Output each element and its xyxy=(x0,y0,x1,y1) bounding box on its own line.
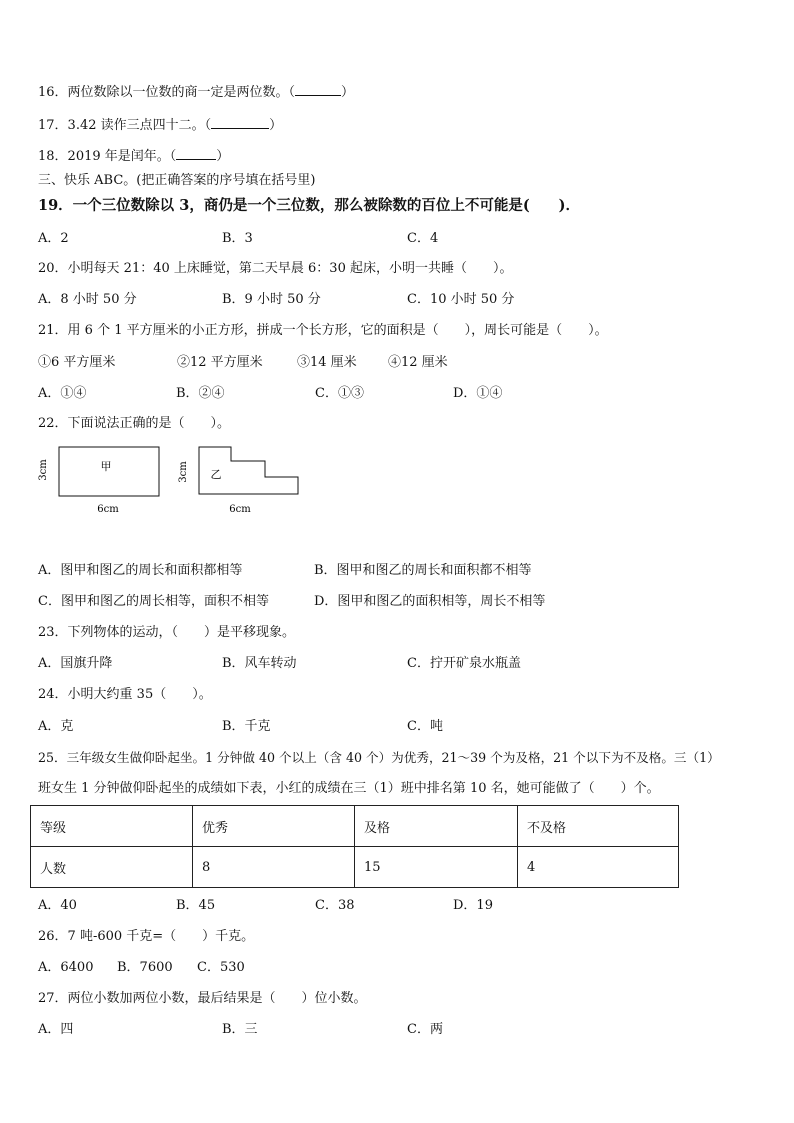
question-25-line-1: 25．三年级女生做仰卧起坐。1 分钟做 40 个以上（含 40 个）为优秀，21～39 个为及格，21 个以下为不及格。三（1） xyxy=(38,750,720,765)
shape-figure xyxy=(30,440,330,520)
choice-2: ②12 平方厘米 xyxy=(177,355,263,370)
figure-b-height-label: 3cm xyxy=(178,461,189,483)
answer-blank[interactable] xyxy=(295,83,341,96)
answer-blank[interactable] xyxy=(211,116,269,129)
question-17: 17．3.42 读作三点四十二。（ ） xyxy=(38,118,283,133)
option-a[interactable]: A．2 xyxy=(38,231,69,246)
option-b[interactable]: B．千克 xyxy=(222,719,271,734)
option-b[interactable]: B．45 xyxy=(176,898,216,913)
section-heading: 三、快乐 ABC。(把正确答案的序号填在括号里) xyxy=(38,173,316,188)
option-b[interactable]: B．三 xyxy=(222,1022,258,1037)
option-b[interactable]: B．风车转动 xyxy=(222,656,297,671)
question-21: 21．用 6 个 1 平方厘米的小正方形，拼成一个长方形，它的面积是（ ），周长可能是（ ）。 xyxy=(38,323,608,338)
option-a[interactable]: A．克 xyxy=(38,719,74,734)
question-18: 18．2019 年是闰年。（ ） xyxy=(38,149,230,164)
table-row xyxy=(31,847,679,888)
option-a[interactable]: A．四 xyxy=(38,1022,74,1037)
option-a[interactable]: A．①④ xyxy=(38,386,87,401)
question-26: 26．7 吨-600 千克=（ ）千克。 xyxy=(38,929,255,944)
table-header-cell: 及格 xyxy=(355,806,518,847)
option-d[interactable]: D．19 xyxy=(453,898,493,913)
question-25-line-2: 班女生 1 分钟做仰卧起坐的成绩如下表，小红的成绩在三（1）班中排名第 10 名，她可能做了（ ）个。 xyxy=(38,781,660,796)
option-d[interactable]: D．①④ xyxy=(453,386,503,401)
option-b[interactable]: B．图甲和图乙的周长和面积都不相等 xyxy=(314,563,532,578)
grades-table xyxy=(30,805,679,888)
choice-3: ③14 厘米 xyxy=(297,355,357,370)
option-c[interactable]: C．拧开矿泉水瓶盖 xyxy=(407,656,521,671)
option-c[interactable]: C．530 xyxy=(197,960,245,975)
table-cell: 人数 xyxy=(31,847,193,888)
option-c[interactable]: C．10 小时 50 分 xyxy=(407,292,515,307)
option-d[interactable]: D．图甲和图乙的面积相等，周长不相等 xyxy=(314,594,546,609)
option-a[interactable]: A．40 xyxy=(38,898,77,913)
question-19: 19．一个三位数除以 3，商仍是一个三位数，那么被除数的百位上不可能是( )． xyxy=(38,197,581,214)
option-c[interactable]: C．图甲和图乙的周长相等，面积不相等 xyxy=(38,594,269,609)
option-a[interactable]: A．国旗升降 xyxy=(38,656,113,671)
question-16: 16．两位数除以一位数的商一定是两位数。（ ） xyxy=(38,85,355,100)
table-header-cell: 等级 xyxy=(31,806,193,847)
table-cell: 8 xyxy=(193,847,355,888)
question-23: 23．下列物体的运动，（ ）是平移现象。 xyxy=(38,625,296,640)
question-27: 27．两位小数加两位小数，最后结果是（ ）位小数。 xyxy=(38,991,367,1006)
option-a[interactable]: A．8 小时 50 分 xyxy=(38,292,137,307)
figure-b-width-label: 6cm xyxy=(229,504,251,515)
figure-a-width-label: 6cm xyxy=(97,504,119,515)
option-c[interactable]: C．吨 xyxy=(407,719,443,734)
table-header-cell: 不及格 xyxy=(518,806,679,847)
figure-a-height-label: 3cm xyxy=(38,459,49,481)
table-header-cell: 优秀 xyxy=(193,806,355,847)
option-b[interactable]: B．3 xyxy=(222,231,253,246)
question-20: 20．小明每天 21：40 上床睡觉，第二天早晨 6：30 起床，小明一共睡（ ）。 xyxy=(38,261,513,276)
table-cell: 15 xyxy=(355,847,518,888)
option-a[interactable]: A．图甲和图乙的周长和面积都相等 xyxy=(38,563,243,578)
question-24: 24．小明大约重 35（ ）。 xyxy=(38,687,212,702)
option-a[interactable]: A．6400 xyxy=(38,960,94,975)
option-c[interactable]: C．38 xyxy=(315,898,355,913)
option-b[interactable]: B．9 小时 50 分 xyxy=(222,292,321,307)
option-c[interactable]: C．4 xyxy=(407,231,439,246)
option-b[interactable]: B．7600 xyxy=(117,960,173,975)
option-b[interactable]: B．②④ xyxy=(176,386,225,401)
figure-a-label: 甲 xyxy=(100,460,112,473)
figure-b-label: 乙 xyxy=(210,468,222,481)
option-c[interactable]: C．①③ xyxy=(315,386,364,401)
table-cell: 4 xyxy=(518,847,679,888)
table-row xyxy=(31,806,679,847)
option-c[interactable]: C．两 xyxy=(407,1022,443,1037)
answer-blank[interactable] xyxy=(176,147,216,160)
choice-4: ④12 厘米 xyxy=(388,355,448,370)
question-22: 22．下面说法正确的是（ ）。 xyxy=(38,416,231,431)
choice-1: ①6 平方厘米 xyxy=(38,355,116,370)
